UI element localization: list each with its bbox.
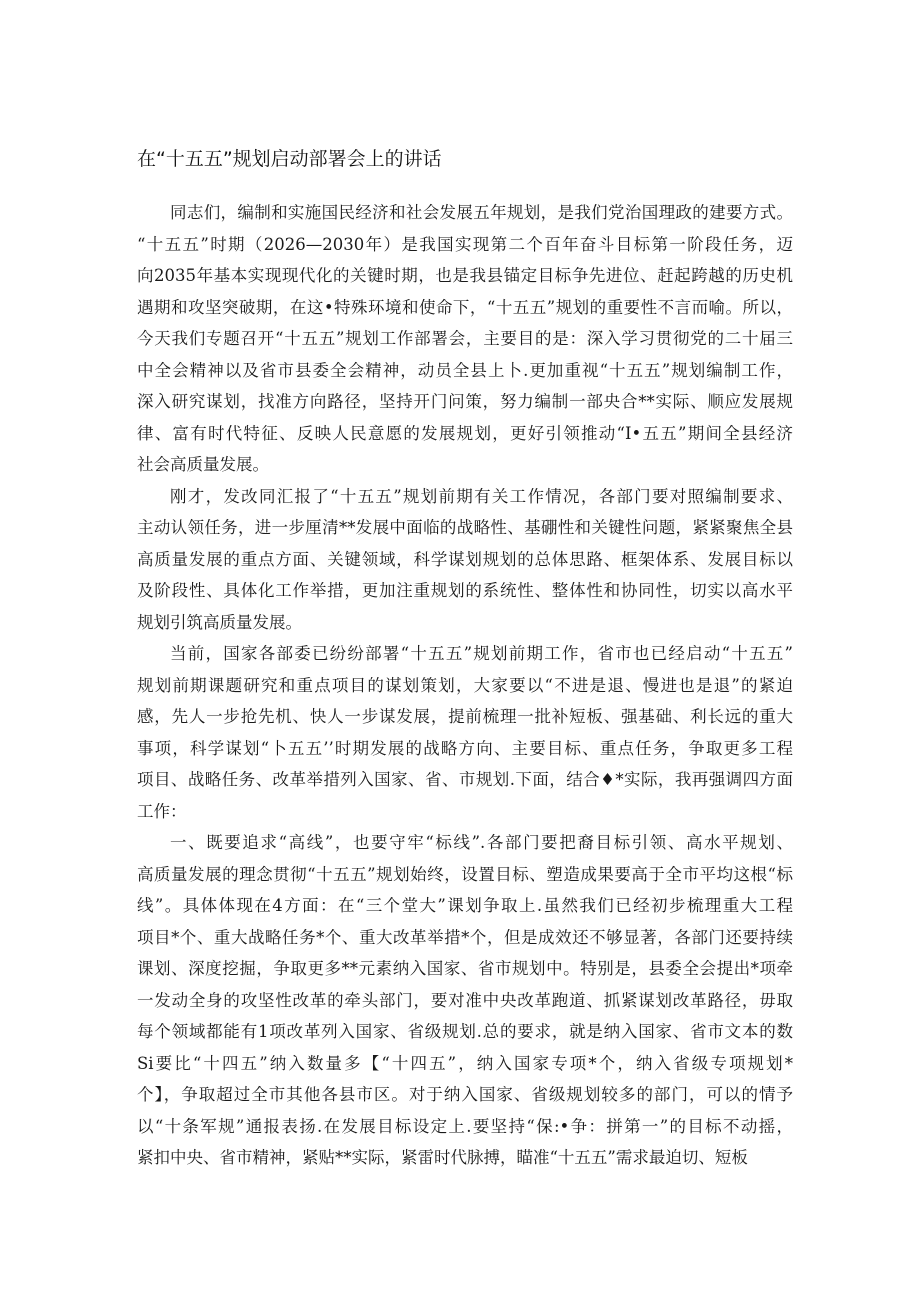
text-line: 一、既要追求“高线”，也要守牢“标线”.各部门要把裔目标引领、高水平规划、 xyxy=(170,833,793,852)
text-line: 高质量发展的重点方面、关键领域，科学谋划规划的总体思路、框架体系、发展目标以 xyxy=(137,549,793,569)
text-line: 项目、战略任务、改革举措列入国家、省、市规划.下面，结合♦*实际，我再强调四方面 xyxy=(137,770,793,789)
text-line: 深入研究谋划，找准方向路径，坚持开门问策，努力编制一部央合**实际、顺应发展规 xyxy=(137,392,793,411)
text-line: 事项，科学谋划“卜五五’’时期发展的战略方向、主要目标、重点任务，争取更多工程 xyxy=(137,738,793,758)
text-line: 以“十条军规”通报表扬.在发展目标设定上.要坚持“保:•争：拼第一”的目标不动摇， xyxy=(137,1116,793,1136)
text-line: 主动认领任务，进一步厘清**发展中面临的战略性、基硼性和关键性问题，紧紧聚焦全县 xyxy=(137,518,793,537)
text-line: 规划引筑高质量发展。 xyxy=(137,612,302,632)
text-line: 课划、深度挖掘，争取更多**元素纳入国家、省市规划中。特别是，县委全会提出*项牵 xyxy=(137,959,793,978)
text-line: 遇期和攻坚突破期，在这•特殊环境和使命下，“十五五”规划的重要性不言而喻。所以， xyxy=(137,297,793,317)
text-line: 今天我们专题召开“十五五”规划工作部署会，主要目的是：深入学习贯彻党的二十届三 xyxy=(137,329,793,348)
text-line: 高质量发展的理念贯彻“十五五”规划始终，设置目标、塑造成果要高于全市平均这根“标 xyxy=(137,864,793,884)
text-line: 刚才，发改同汇报了“十五五”规划前期有关工作情况，各部门要对照编制要求、 xyxy=(170,486,793,506)
text-line: Si要比“十四五”纳入数量多【“十四五”，纳入国家专项*个，纳入省级专项规划* xyxy=(137,1053,793,1073)
paragraph xyxy=(137,197,793,481)
text-line: 个】，争取超过全市其他各县市区。对于纳入国家、省级规划较多的部门，可以的情予 xyxy=(137,1085,793,1104)
document-body xyxy=(137,197,793,1174)
text-line: 当前，国家各部委已纷纷部署“十五五”规划前期工作，省市也已经启动“十五五” xyxy=(170,644,793,663)
text-line: 社会高质量发展。 xyxy=(137,455,269,474)
text-line: 律、富有时代特征、反映人民意愿的发展规划，更好引领推动“I•五五”期间全县经济 xyxy=(137,423,793,443)
text-line: 线”。具体体现在4方面：在“三个堂大”课划争取上.虽然我们已经初步梳理重大工程 xyxy=(137,896,793,915)
text-line: 一发动全身的攻坚性改革的牵头部门，要对准中央改革跑道、抓紧谋划改革路径，毋取 xyxy=(137,990,793,1010)
paragraph xyxy=(137,827,793,1174)
paragraph xyxy=(137,481,793,639)
text-line: 规划前期课题研究和重点项目的谋划策划，大家要以“不进是退、慢进也是退”的紧迫 xyxy=(137,675,793,695)
text-line: “十五五”时期（2026—2030年）是我国实现第二个百年奋斗目标第一阶段任务，迈 xyxy=(137,234,793,254)
text-line: 每个领域都能有1项改革列入国家、省级规划.总的要求，就是纳入国家、省市文本的数 xyxy=(137,1022,793,1041)
text-line: 感，先人一步抢先机、快人一步谋发展，提前梳理一批补短板、强基础、利长远的重大 xyxy=(137,707,793,726)
text-line: 同志们，编制和实施国民经济和社会发展五年规划，是我们党治国理政的建要方式。 xyxy=(170,203,793,222)
text-line: 向2035年基本实现现代化的关键时期，也是我县锚定目标争先进位、赶起跨越的历史机 xyxy=(137,266,793,285)
text-line: 及阶段性、具体化工作举措，更加注重规划的系统性、整体性和协同性，切实以高水平 xyxy=(137,581,793,600)
paragraph xyxy=(137,638,793,827)
text-line: 项目*个、重大战略任务*个、重大改革举措*个，但是成效还不够显著，各部门还要持续 xyxy=(137,927,793,947)
text-line: 中全会精神以及省市县委全会精神，动员全县上卜.更加重视“十五五”规划编制工作， xyxy=(137,360,793,380)
text-line: 紧扣中央、省市精神，紧贴**实际，紧雷时代脉搏，瞄准“十五五”需求最迫切、短板 xyxy=(137,1148,748,1167)
page-title: 在“十五五”规划启动部署会上的讲话 xyxy=(137,148,442,170)
text-line: 工作： xyxy=(137,801,187,821)
